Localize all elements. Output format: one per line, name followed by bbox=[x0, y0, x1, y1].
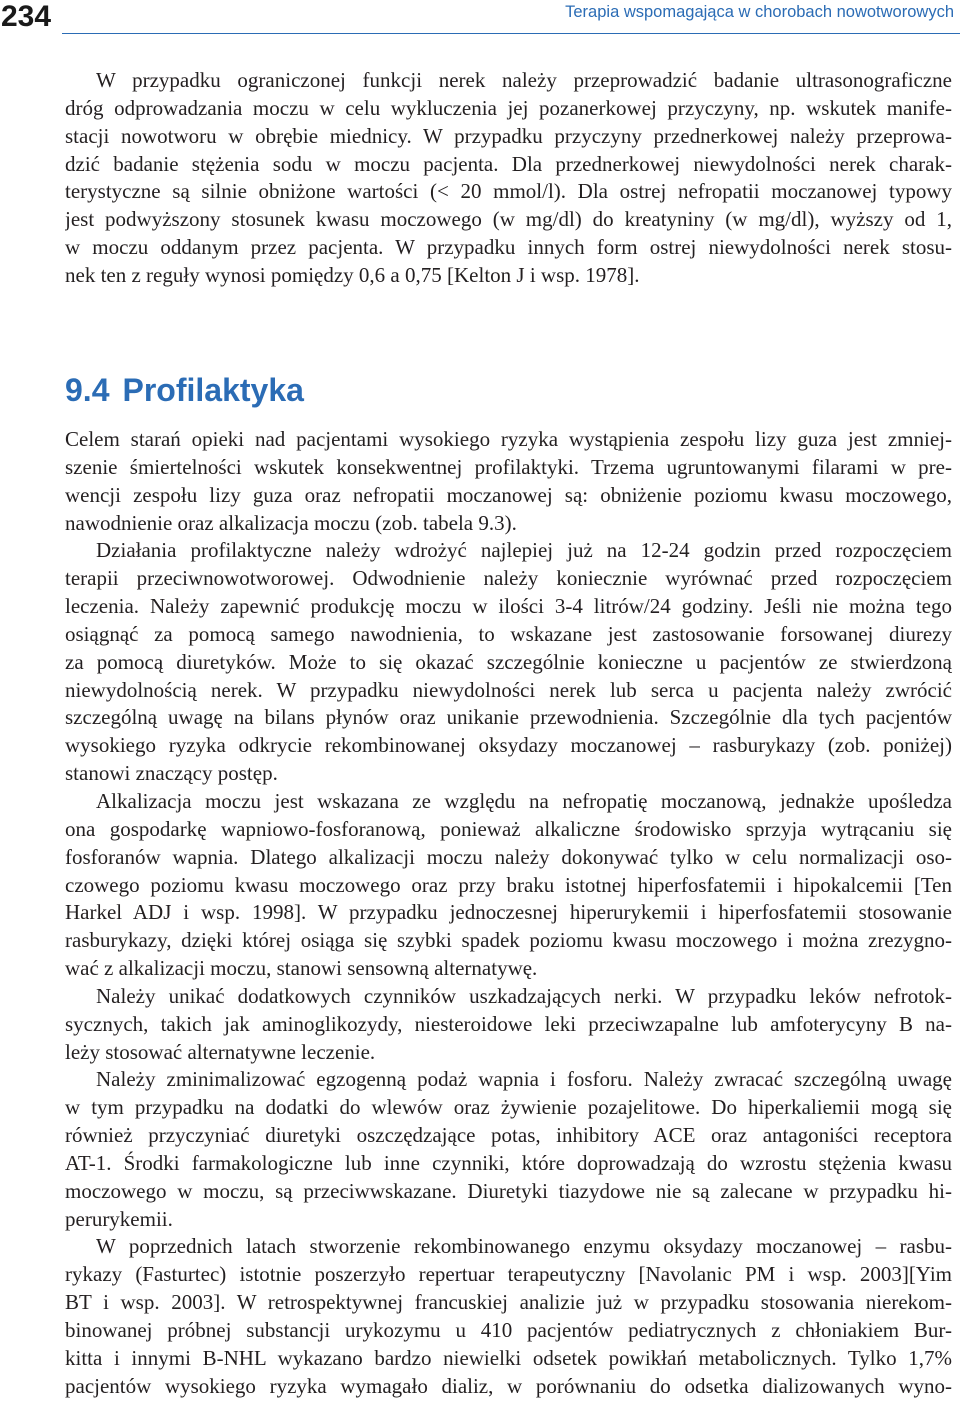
text-line: ona gospodarkę wapniowo-fosforanową, ponieważ alkaliczne środowisko sprzyja wytrącaniu się bbox=[65, 816, 952, 841]
text-line: jest podwyższony stosunek kwasu moczowego (w mg/dl) do kreatyniny (w mg/dl), wyższy od 1, bbox=[65, 207, 952, 232]
text-line: szenie śmiertelności wskutek konsekwentnej profilaktyki. Trzema ugruntowanymi filarami w pre- bbox=[65, 454, 952, 479]
section-heading bbox=[65, 371, 304, 409]
paragraph bbox=[65, 1233, 952, 1400]
text-line: wysokiego ryzyka odkrycie rekombinowanej oksydazy moczanowej – rasburykazy (zob. poniżej) bbox=[65, 733, 952, 758]
text-line: AT-1. Środki farmakologiczne lub inne czynniki, które doprowadzają do wzrostu stężenia kwasu bbox=[65, 1150, 952, 1175]
text-line: binowanej próbnej substancji urykozymu u 410 pacjentów pediatrycznych z chłoniakiem Bur- bbox=[65, 1318, 952, 1342]
text-line: perurykemii. bbox=[65, 1206, 173, 1231]
section-number: 9.4 bbox=[65, 372, 110, 408]
text-line: niewydolnością nerek. W przypadku niewydolności nerek lub serca u pacjenta należy zwrócić bbox=[65, 677, 952, 702]
text-line: w tym przypadku na dodatki do wlewów oraz żywienie pozajelitowe. Do hiperkaliemii mogą się bbox=[65, 1095, 952, 1120]
text-line: terapii przeciwnowotworowej. Odwodnienie należy koniecznie wyrównać przed rozpoczęciem bbox=[65, 566, 952, 591]
paragraph bbox=[65, 426, 952, 537]
text-line: osiągnąć za pomocą samego nawodnienia, to wskazane jest zastosowanie forsowanej diurezy bbox=[65, 621, 952, 646]
paragraph bbox=[65, 1066, 952, 1233]
text-line: za pomocą diuretyków. Może to się okazać szczególnie konieczne u pacjentów ze stwierdzoną bbox=[65, 649, 952, 674]
text-line: również przyczyniać diuretyki oszczędzające potas, inhibitory ACE oraz antagoniści receptora bbox=[65, 1123, 952, 1148]
text-line: nek ten z reguły wynosi pomiędzy 0,6 a 0,75 [Kelton J i wsp. 1978]. bbox=[65, 262, 640, 287]
text-line: szczególną uwagę na bilans płynów oraz unikanie przewodnienia. Szczególnie dla tych pacjentów bbox=[65, 705, 952, 730]
text-line: W poprzednich latach stworzenie rekombinowanego enzymu oksydazy moczanowej – rasbu- bbox=[96, 1234, 952, 1259]
text-line: wać z alkalizacji moczu, stanowi sensowną alternatywę. bbox=[65, 956, 538, 981]
section-body-text bbox=[65, 426, 952, 1401]
text-line: rykazy (Fasturtec) istotnie poszerzyło repertuar terapeutyczny [Navolanic PM i wsp. 2003][Yim bbox=[65, 1262, 952, 1287]
text-line: BT i wsp. 2003]. W retrospektywnej francuskiej analizie już w przypadku stosowania nierekom- bbox=[65, 1290, 952, 1315]
text-line: dzić badanie stężenia sodu w moczu pacjenta. Dla przednerkowej niewydolności nerek charak- bbox=[65, 151, 952, 176]
header-rule bbox=[62, 33, 960, 34]
text-line: stacji nowotworu w obrębie miednicy. W przypadku przyczyny przednerkowej należy przeprowa- bbox=[65, 123, 952, 148]
text-line: Działania profilaktyczne należy wdrożyć najlepiej już na 12-24 godzin przed rozpoczęciem bbox=[96, 538, 952, 563]
text-line: moczowego w moczu, są przeciwwskazane. Diuretyki tiazydowe nie są zalecane w przypadku hi- bbox=[65, 1178, 952, 1203]
paragraph bbox=[65, 983, 952, 1067]
text-line: nawodnienie oraz alkalizacja moczu (zob. tabela 9.3). bbox=[65, 510, 517, 535]
text-line: wencji zespołu lizy guza oraz nefropatii moczanowej są: obniżenie poziomu kwasu moczowego, bbox=[65, 482, 952, 507]
text-line: Celem starań opieki nad pacjentami wysokiego ryzyka wystąpienia zespołu lizy guza jest zmniej- bbox=[65, 427, 952, 451]
text-line: terystyczne są silnie obniżone wartości (< 20 mmol/l). Dla ostrej nefropatii moczanowej typowy bbox=[65, 179, 952, 204]
text-line: sycznych, takich jak aminoglikozydy, niesteroidowe leki przeciwzapalne lub amfoterycyny B na- bbox=[65, 1011, 952, 1036]
paragraph bbox=[65, 67, 952, 290]
paragraph bbox=[65, 788, 952, 983]
text-line: czowego poziomu kwasu moczowego oraz przy braku istotnej hiperfosfatemii i hipokalcemii [Ten bbox=[65, 872, 952, 897]
page-number: 234 bbox=[1, 0, 52, 33]
paragraph bbox=[65, 537, 952, 788]
text-line: w moczu oddanym przez pacjenta. W przypadku innych form ostrej niewydolności nerek stosu- bbox=[65, 235, 952, 260]
text-line: Należy unikać dodatkowych czynników uszkadzających nerki. W przypadku leków nefrotok- bbox=[96, 983, 952, 1008]
text-line: Należy zminimalizować egzogenną podaż wapnia i fosforu. Należy zwracać szczególną uwagę bbox=[96, 1067, 952, 1092]
intro-text bbox=[65, 67, 952, 290]
text-line: leczenia. Należy zapewnić produkcję moczu w ilości 3-4 litrów/24 godziny. Jeśli nie można tego bbox=[65, 594, 952, 619]
text-line: pacjentów wysokiego ryzyka wymagało dializ, w porównaniu do odsetka dializowanych wyno- bbox=[65, 1373, 952, 1398]
running-title: Terapia wspomagająca w chorobach nowotworowych bbox=[565, 3, 954, 21]
text-line: W przypadku ograniczonej funkcji nerek należy przeprowadzić badanie ultrasonograficzne bbox=[96, 68, 952, 92]
section-title: Profilaktyka bbox=[122, 372, 304, 408]
text-line: Alkalizacja moczu jest wskazana ze względu na nefropatię moczanową, jednakże upośledza bbox=[96, 788, 952, 813]
text-line: kitta i innymi B-NHL wykazano bardzo niewielki odsetek powikłań metabolicznych. Tylko 1,7% bbox=[65, 1345, 952, 1370]
text-line: fosforanów wapnia. Dlatego alkalizacji moczu należy dokonywać tylko w celu normalizacji oso- bbox=[65, 844, 952, 869]
text-line: dróg odprowadzania moczu w celu wykluczenia jej pozanerkowej przyczyny, np. wskutek manife- bbox=[65, 95, 952, 120]
text-line: Harkel ADJ i wsp. 1998]. W przypadku jednoczesnej hiperurykemii i hiperfosfatemii stosowanie bbox=[65, 900, 952, 925]
text-line: leży stosować alternatywne leczenie. bbox=[65, 1039, 376, 1064]
text-line: rasburykazy, dzięki której osiąga się szybki spadek poziomu kwasu moczowego i można zrezygno- bbox=[65, 928, 952, 953]
text-line: stanowi znaczący postęp. bbox=[65, 761, 278, 786]
